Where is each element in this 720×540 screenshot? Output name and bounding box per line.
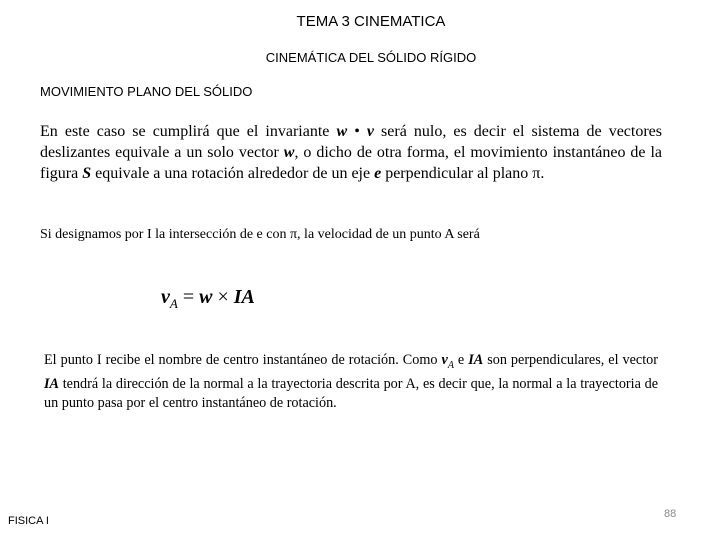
p3-text-4: tendrá la dirección de la normal a la trayectoria descrita por A, es decir que, la normal a la trayectoria de un punto pasa por el centro instantáneo de rotación. xyxy=(44,375,658,411)
paragraph-instant-center xyxy=(44,351,658,413)
p1-dot: • xyxy=(347,123,367,140)
p1-text-5: perpendicular al plano π. xyxy=(381,165,545,182)
paragraph-velocity-intro: Si designamos por I la intersección de e con π, la velocidad de un punto A será xyxy=(40,227,480,242)
paragraph-invariant xyxy=(40,121,662,184)
footer-course-label: FISICA I xyxy=(8,515,49,527)
formula-lhs xyxy=(161,286,178,311)
p3-symbol-v: v xyxy=(441,352,448,368)
p1-symbol-e: e xyxy=(374,165,382,182)
p1-symbol-v: v xyxy=(366,123,374,140)
p3-symbol-v-subscript: A xyxy=(447,359,454,371)
velocity-formula xyxy=(161,286,255,312)
formula-lhs-symbol: v xyxy=(161,286,170,308)
p3-symbol-IA: IA xyxy=(468,352,484,368)
p1-text-4: equivale a una rotación alrededor de un eje xyxy=(91,165,375,182)
p1-text-3: , o dicho de otra forma, el movimiento instantáneo de la figura xyxy=(40,144,662,182)
p1-symbol-S: S xyxy=(82,165,92,182)
slide-title: TEMA 3 CINEMATICA xyxy=(296,13,446,30)
p1-symbol-w: w xyxy=(336,123,348,140)
formula-cross: × xyxy=(212,286,234,308)
p3-text-2: e xyxy=(453,352,469,368)
formula-lhs-subscript: A xyxy=(169,296,178,311)
formula-equals: = xyxy=(177,286,200,308)
p3-symbol-IA-2: IA xyxy=(44,375,59,392)
p1-text-1: En este caso se cumplirá que el invariante xyxy=(40,123,337,140)
section-heading: MOVIMIENTO PLANO DEL SÓLIDO xyxy=(40,84,253,99)
p3-text-3: son perpendiculares, el vector xyxy=(483,352,658,368)
formula-rhs: IA xyxy=(233,286,255,308)
slide-subtitle: CINEMÁTICA DEL SÓLIDO RÍGIDO xyxy=(265,50,477,65)
formula-w: w xyxy=(199,286,213,308)
p1-symbol-w-2: w xyxy=(283,144,295,161)
p3-text-1: El punto I recibe el nombre de centro instantáneo de rotación. Como xyxy=(44,352,442,368)
p3-symbol-vA xyxy=(441,352,454,371)
page-number: 88 xyxy=(664,508,677,520)
p1-text-2: será nulo, es decir el sistema de vectores deslizantes equivale a un solo vector xyxy=(40,123,662,161)
